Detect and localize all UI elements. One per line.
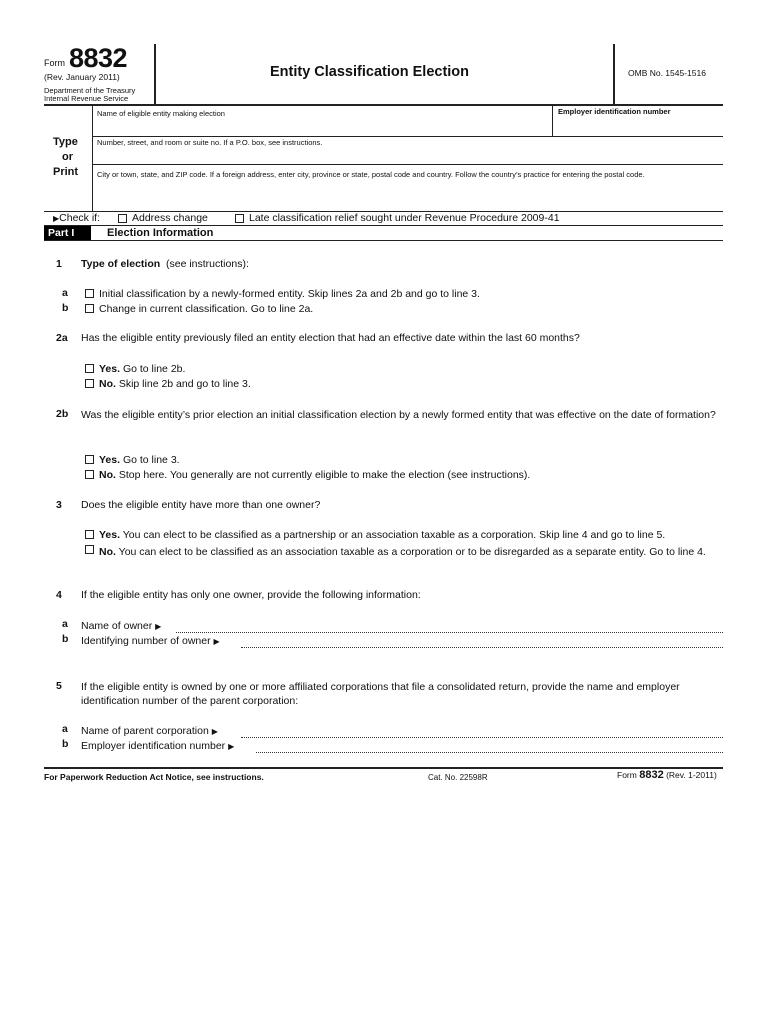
service-line: Internal Revenue Service: [44, 94, 129, 103]
check-if-label: Check if:: [59, 212, 101, 224]
line-4a-letter: a: [62, 618, 68, 630]
owner-name-input[interactable]: [176, 632, 723, 633]
line-3-no-text: You can elect to be classified as an association taxable as a corporation or to be disregarded as a separate entity. Go to line 4.: [118, 546, 706, 558]
revision-date: (Rev. January 2011): [44, 72, 120, 82]
line-3-text: Does the eligible entity have more than one owner?: [81, 499, 321, 511]
line-2b-no-checkbox[interactable]: [85, 470, 94, 479]
line-5-text: If the eligible entity is owned by one or more affiliated corporations that file a consolidated return, provide the name and employer identification number of the parent corporation:: [81, 681, 680, 707]
line-2a-yes: [99, 363, 185, 375]
line-5a-label: [81, 725, 218, 737]
arrow-icon: ▶: [53, 214, 60, 223]
line-3-no: [99, 546, 723, 559]
footer-revision: (Rev. 1-2011): [666, 770, 717, 780]
line-2b-no-text: Stop here. You generally are not currently eligible to make the election (see instructions).: [118, 469, 531, 481]
line-2a-text: Has the eligible entity previously filed an entity election that had an effective date within the last 60 months?: [81, 332, 580, 344]
line-5b-label: [81, 740, 234, 752]
type-label: Type: [53, 136, 78, 148]
catalog-number: Cat. No. 22598R: [428, 773, 488, 782]
line-5-number: 5: [56, 680, 62, 692]
address-change-checkbox[interactable]: [118, 214, 127, 223]
line-3-yes-checkbox[interactable]: [85, 530, 94, 539]
line-5a-letter: a: [62, 723, 68, 735]
line-2b-number: 2b: [56, 408, 69, 420]
footer-form-word: Form: [617, 770, 637, 780]
line-5b-letter: b: [62, 738, 69, 750]
line-3-no-label: No.: [99, 546, 116, 558]
line-1-note: (see instructions):: [166, 258, 249, 270]
line-2a-number: 2a: [56, 332, 68, 344]
paperwork-notice: For Paperwork Reduction Act Notice, see instructions.: [44, 772, 264, 782]
line-3-yes: [99, 529, 665, 541]
address-change-label: Address change: [132, 212, 208, 224]
line-1b-letter: b: [62, 302, 69, 314]
city-field[interactable]: City or town, state, and ZIP code. If a foreign address, enter city, province or state, postal code and country. Follow the country’s practice for entering the postal code.: [97, 170, 645, 179]
department-line: Department of the Treasury: [44, 86, 136, 95]
form-title: Entity Classification Election: [270, 64, 470, 80]
line-1a-checkbox[interactable]: [85, 289, 94, 298]
street-field[interactable]: Number, street, and room or suite no. If a P.O. box, see instructions.: [97, 138, 323, 147]
line-4-text: If the eligible entity has only one owner, provide the following information:: [81, 589, 421, 601]
line-3-no-checkbox[interactable]: [85, 545, 94, 554]
print-label: Print: [53, 166, 79, 178]
late-relief-label: Late classification relief sought under Revenue Procedure 2009-41: [249, 212, 560, 224]
line-2b-yes-checkbox[interactable]: [85, 455, 94, 464]
line-1a-letter: a: [62, 287, 68, 299]
line-2b-yes-text: Go to line 3.: [122, 454, 180, 466]
parent-name-input[interactable]: [241, 737, 723, 738]
part-tag: Part I: [48, 227, 75, 239]
footer-form-id: [617, 769, 717, 781]
line-3-yes-label: Yes.: [99, 529, 121, 541]
form-word: Form: [44, 58, 65, 68]
line-5b-text: Employer identification number: [81, 740, 226, 752]
line-2b-yes-label: Yes.: [99, 454, 121, 466]
owner-id-input[interactable]: [241, 647, 723, 648]
ein-field[interactable]: Employer identification number: [558, 107, 671, 116]
parent-ein-input[interactable]: [256, 752, 723, 753]
line-2a-no-label: No.: [99, 378, 116, 390]
line-1-number: 1: [56, 258, 62, 270]
arrow-icon: ▶: [213, 637, 220, 646]
line-1a-text: Initial classification by a newly-formed entity. Skip lines 2a and 2b and go to line 3.: [99, 288, 480, 300]
entity-name-field[interactable]: Name of eligible entity making election: [97, 109, 225, 118]
arrow-icon: ▶: [228, 742, 235, 751]
line-2a-yes-checkbox[interactable]: [85, 364, 94, 373]
form-number: 8832: [69, 43, 128, 73]
line-1b-checkbox[interactable]: [85, 304, 94, 313]
line-4b-label: [81, 635, 220, 647]
line-1-text: [81, 258, 249, 270]
line-4b-text: Identifying number of owner: [81, 635, 211, 647]
line-1b-text: Change in current classification. Go to line 2a.: [99, 303, 314, 315]
line-2a-yes-text: Go to line 2b.: [122, 363, 186, 375]
line-2a-no: [99, 378, 251, 390]
footer-form-number: 8832: [639, 769, 664, 781]
line-2b-no-label: No.: [99, 469, 116, 481]
late-relief-checkbox[interactable]: [235, 214, 244, 223]
line-2b-no: [99, 469, 530, 481]
line-4b-letter: b: [62, 633, 69, 645]
arrow-icon: ▶: [155, 622, 162, 631]
line-4a-label: [81, 620, 161, 632]
line-4a-text: Name of owner: [81, 620, 153, 632]
line-2b-yes: [99, 454, 180, 466]
line-2b-text: Was the eligible entity’s prior election an initial classification election by a newly formed entity that was effective on the date of formation?: [81, 409, 716, 421]
line-2a-no-checkbox[interactable]: [85, 379, 94, 388]
line-1-label: Type of election: [81, 258, 161, 270]
line-4-number: 4: [56, 589, 62, 601]
or-label: or: [62, 151, 73, 163]
omb-number: OMB No. 1545-1516: [628, 68, 706, 78]
line-2a-yes-label: Yes.: [99, 363, 121, 375]
part-title: Election Information: [107, 227, 214, 239]
line-3-yes-text: You can elect to be classified as a partnership or an association taxable as a corporation. Skip line 4 and go to line 5.: [122, 529, 666, 541]
line-5a-text: Name of parent corporation: [81, 725, 209, 737]
line-2a-no-text: Skip line 2b and go to line 3.: [118, 378, 251, 390]
check-if-row: [53, 212, 100, 224]
arrow-icon: ▶: [211, 727, 218, 736]
line-3-number: 3: [56, 499, 62, 511]
